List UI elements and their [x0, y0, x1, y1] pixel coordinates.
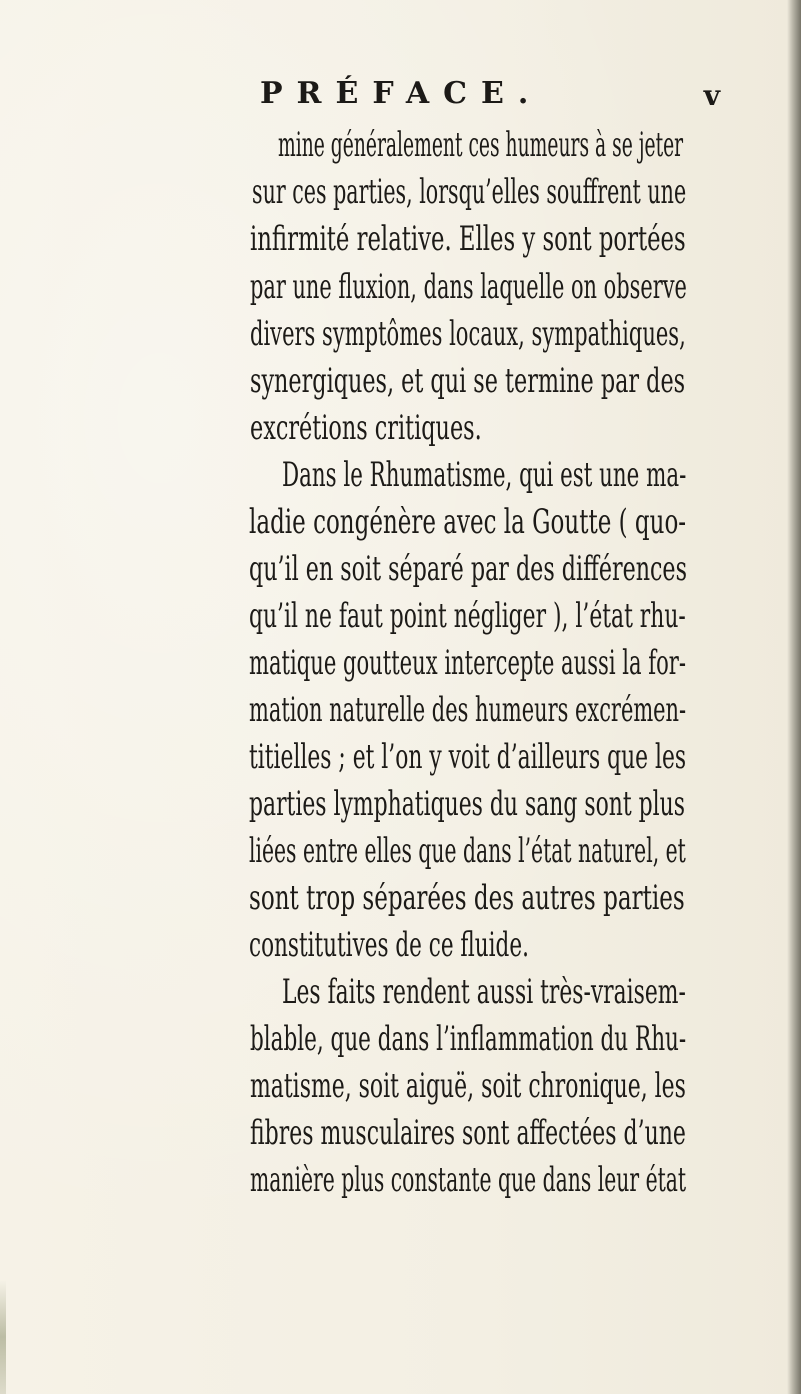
- text-line: blable, que dans l’inflammation du Rhu-: [250, 1019, 687, 1059]
- text-line: infirmité relative. Elles y sont portées: [250, 219, 686, 259]
- text-line: parties lymphatiques du sang sont plus: [249, 784, 685, 824]
- text-line: ladie congénère avec la Goutte ( quo-: [249, 502, 687, 542]
- text-line: sur ces parties, lorsqu’elles souffrent une: [252, 172, 687, 212]
- text-line: fibres musculaires sont affectées d’une: [250, 1113, 686, 1153]
- text-line: sont trop séparées des autres parties: [249, 878, 685, 918]
- text-line: titielles ; et l’on y voit d’ailleurs que les: [249, 737, 687, 777]
- text-line: Les faits rendent aussi très-vraisem-: [282, 972, 686, 1012]
- text-line: synergiques, et qui se termine par des: [250, 361, 686, 401]
- text-line: manière plus constante que dans leur état: [250, 1160, 687, 1200]
- text-line: mine généralement ces humeurs à se jeter: [278, 125, 684, 165]
- page-number: v: [703, 79, 720, 112]
- text-line: matique goutteux intercepte aussi la for-: [249, 643, 686, 683]
- text-line: mation naturelle des humeurs excrémen-: [249, 690, 687, 730]
- text-line: qu’il ne faut point négliger ), l’état rhu-: [249, 596, 686, 636]
- text-line: Dans le Rhumatisme, qui est une ma-: [282, 455, 687, 495]
- text-line: par une fluxion, dans laquelle on observe: [250, 267, 687, 307]
- text-line: qu’il en soit séparé par des différences: [249, 549, 687, 589]
- text-line: liées entre elles que dans l’état naturel, et: [249, 831, 686, 871]
- running-title: PRÉFACE.: [260, 76, 543, 111]
- text-line: matisme, soit aiguë, soit chronique, les: [250, 1066, 686, 1106]
- text-line: divers symptômes locaux, sympathiques,: [250, 314, 686, 354]
- text-line: excrétions critiques.: [250, 408, 482, 448]
- text-line: constitutives de ce fluide.: [249, 925, 529, 965]
